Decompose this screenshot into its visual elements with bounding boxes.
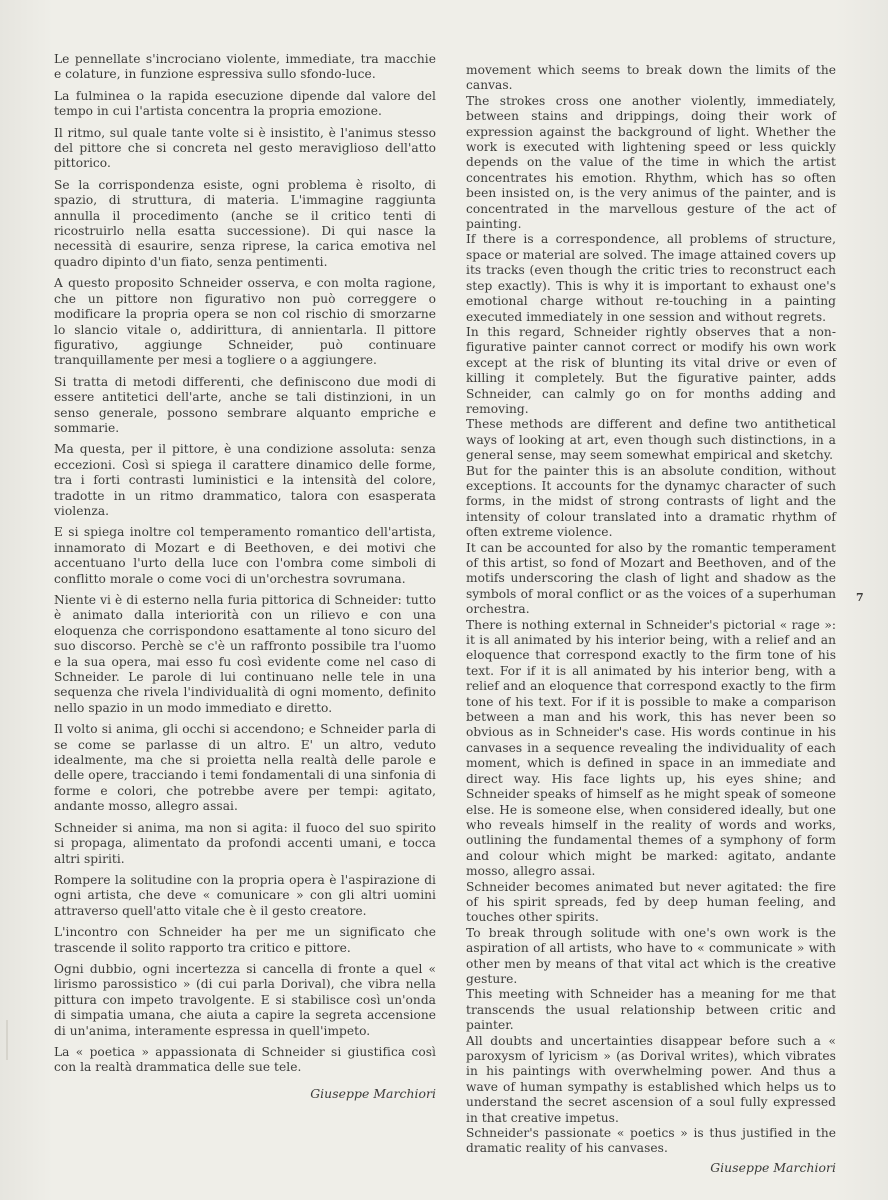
paragraph: To break through solitude with one's own work is the aspiration of all artists, who have to « communicate » with other men by means of that vital act which is the creative gesture. bbox=[466, 925, 836, 986]
paragraph: La fulminea o la rapida esecuzione dipende dal valore del tempo in cui l'artista concentra la propria emozione. bbox=[54, 88, 436, 119]
page-number: 7 bbox=[856, 591, 864, 604]
paragraph: Schneider's passionate « poetics » is thus justified in the dramatic reality of his canvases. bbox=[466, 1126, 836, 1156]
italian-text-column bbox=[54, 52, 436, 1101]
paragraph: Si tratta di metodi differenti, che definiscono due modi di essere antitetici dell'arte, anche se tali distinzioni, in un senso generale, possono sembrare alquanto empriche e sommarie. bbox=[54, 374, 436, 435]
paragraph: Le pennellate s'incrociano violente, immediate, tra macchie e colature, in funzione espressiva sullo sfondo-luce. bbox=[54, 52, 436, 82]
page-edge-mark bbox=[6, 1020, 8, 1060]
paragraph: This meeting with Schneider has a meaning for me that transcends the usual relationship between critic and painter. bbox=[466, 987, 836, 1033]
paragraph: Se la corrispondenza esiste, ogni problema è risolto, di spazio, di struttura, di materia. L'immagine raggiunta annulla il procedimento (anche se il critico tenti di ricostruirlo nella esatta successione). Di qui nasce la necessità di esaurire, senza riprese, la carica emotiva nel quadro dipinto d'un fiato, senza pentimenti. bbox=[54, 177, 436, 269]
author-signature: Giuseppe Marchiori bbox=[310, 1085, 436, 1101]
paragraph: Rompere la solitudine con la propria opera è l'aspirazione di ogni artista, che deve « comunicare » con gli altri uomini attraverso quell'atto vitale che è il gesto creatore. bbox=[54, 872, 436, 918]
paragraph: Ma questa, per il pittore, è una condizione assoluta: senza eccezioni. Così si spiega il carattere dinamico delle forme, tra i forti contrasti luministici e la intensità del colore, tradotte in un ritmo drammatico, talora con esasperata violenza. bbox=[54, 442, 436, 518]
paragraph: Il volto si anima, gli occhi si accendono; e Schneider parla di se come se parlasse di un altro. E' un altro, veduto idealmente, ma che si proietta nella realtà delle parole e delle opere, tracciando i temi fondamentali di una sinfonia di forme e colori, che potrebbe avere per tempi: agitato, andante mosso, allegro assai. bbox=[54, 722, 436, 814]
paragraph: L'incontro con Schneider ha per me un significato che trascende il solito rapporto tra critico e pittore. bbox=[54, 925, 436, 955]
paragraph: La « poetica » appassionata di Schneider si giustifica così con la realtà drammatica delle sue tele. bbox=[54, 1044, 436, 1075]
paragraph: E si spiega inoltre col temperamento romantico dell'artista, innamorato di Mozart e di Beethoven, e dei motivi che accentuano l'urto della luce con l'ombra come simboli di conflitto morale o come voci di un'orchestra sovrumana. bbox=[54, 525, 436, 586]
paragraph: All doubts and uncertainties disappear before such a « paroxysm of lyricism » (as Dorival writes), which vibrates in his paintings with overwhelming power. And thus a wave of human sympathy is established which helps us to understand the secret ascension of a soul fully expressed in that creative impetus. bbox=[466, 1033, 836, 1125]
paragraph: The strokes cross one another violently, immediately, between stains and drippings, doing their work of expression against the background of light. Whether the work is executed with lightening speed or less quickly depends on the value of the time in which the artist concentrates his emotion. Rhythm, which has so often been insisted on, is the very animus of the painter, and is concentrated in the marvellous gesture of the act of painting. bbox=[466, 93, 836, 232]
paragraph: Niente vi è di esterno nella furia pittorica di Schneider: tutto è animato dalla interiorità con un rilievo e con una eloquenza che corrispondono esattamente al tono sicuro del suo discorso. Perchè se c'è un raffronto possibile tra l'uomo e la sua opera, mai esso fu così evidente come nel caso di Schneider. Le parole di lui continuano nelle tele in una sequenza che rivela l'individualità di ogni momento, definito nello spazio in un modo immediato e diretto. bbox=[54, 593, 436, 715]
paragraph: These methods are different and define two antithetical ways of looking at art, even though such distinctions, in a general sense, may seem somewhat empirical and sketchy. bbox=[466, 417, 836, 463]
paragraph: There is nothing external in Schneider's pictorial « rage »: it is all animated by his interior being, with a relief and an eloquence that correspond exactly to the firm tone of his text. For if it is all animated by his interior beng, with a relief and an eloquence that correspond exactly to the firm tone of his text. For if it is possible to make a comparison between a man and his work, this has never been so obvious as in Schneider's case. His words continue in his canvases in a sequence revealing the individuality of each moment, which is defined in space in an immediate and direct way. His face lights up, his eyes shine; and Schneider speaks of himself as he might speak of someone else. He is someone else, when considered ideally, but one who reveals himself in the reality of words and works, outlining the fundamental themes of a symphony of form and colour which might be marked: agitato, andante mosso, allegro assai. bbox=[466, 617, 836, 879]
paragraph: In this regard, Schneider rightly observes that a non-figurative painter cannot correct or modify his own work except at the risk of blunting its vital drive or even of killing it completely. But the figurative painter, adds Schneider, can calmly go on for months adding and removing. bbox=[466, 324, 836, 416]
paragraph: It can be accounted for also by the romantic temperament of this artist, so fond of Mozart and Beethoven, and of the motifs underscoring the clash of light and shadow as the symbols of moral conflict or as the voices of a superhuman orchestra. bbox=[466, 540, 836, 617]
paragraph: movement which seems to break down the limits of the canvas. bbox=[466, 63, 836, 93]
paragraph: Il ritmo, sul quale tante volte si è insistito, è l'animus stesso del pittore che si concreta nel gesto meraviglioso dell'atto pittorico. bbox=[54, 125, 436, 171]
paragraph: Schneider becomes animated but never agitated: the fire of his spirit spreads, fed by deep human feeling, and touches other spirits. bbox=[466, 879, 836, 925]
paragraph: Ogni dubbio, ogni incertezza si cancella di fronte a quel « lirismo parossistico » (di cui parla Dorival), che vibra nella pittura con impeto travolgente. E si stabilisce così un'onda di simpatia umana, che aiuta a capire la segreta accensione di un'anima, interamente espressa in quell'impeto. bbox=[54, 961, 436, 1038]
english-text-column bbox=[466, 63, 836, 1175]
author-signature: Giuseppe Marchiori bbox=[710, 1159, 836, 1175]
paragraph: If there is a correspondence, all problems of structure, space or material are solved. The image attained covers up its tracks (even though the critic tries to reconstruct each step exactly). This is why it is important to exhaust one's emotional charge without re-touching in a painting executed immediately in one session and without regrets. bbox=[466, 232, 836, 324]
paragraph: A questo proposito Schneider osserva, e con molta ragione, che un pittore non figurativo non può correggere o modificare la propria opera se non col rischio di smorzarne lo slancio vitale o, addirittura, di annientarla. Il pittore figurativo, aggiunge Schneider, può continuare tranquillamente per mesi a togliere o a aggiungere. bbox=[54, 276, 436, 368]
paragraph: But for the painter this is an absolute condition, without exceptions. It accounts for the dynamyc character of such forms, in the midst of strong contrasts of light and the intensity of colour translated into a dramatic rhythm of often extreme violence. bbox=[466, 463, 836, 540]
paragraph: Schneider si anima, ma non si agita: il fuoco del suo spirito si propaga, alimentato da profondi accenti umani, e tocca altri spiriti. bbox=[54, 820, 436, 866]
